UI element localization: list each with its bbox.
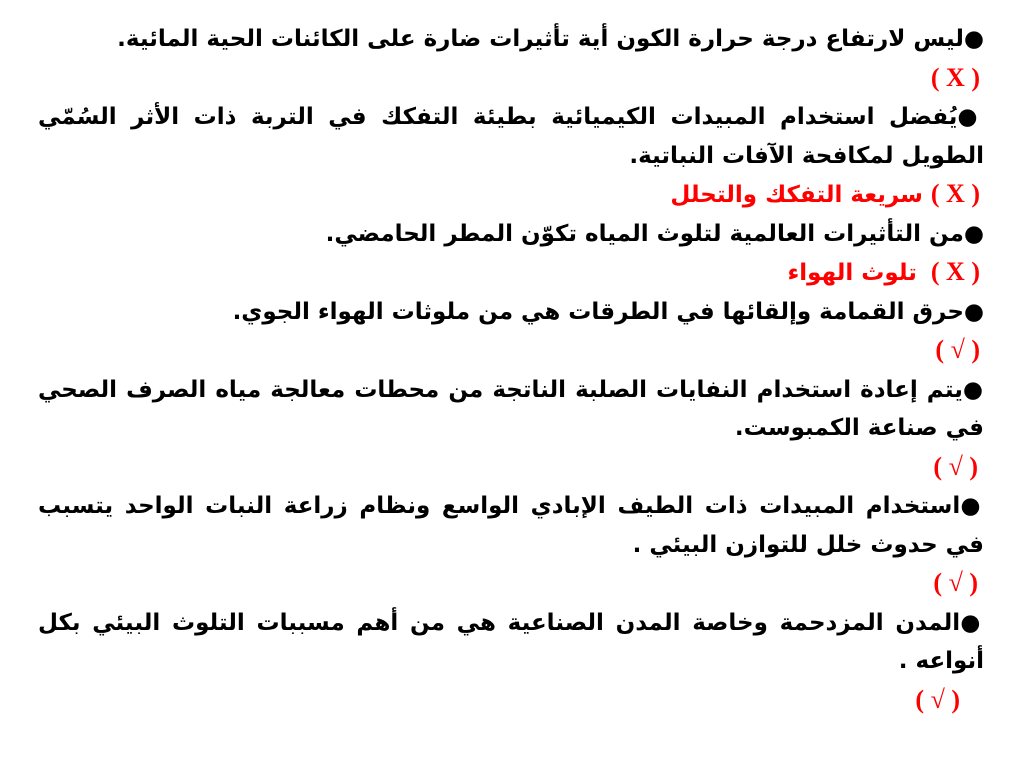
answer-mark: ( X ) (930, 179, 980, 208)
answer-mark: ( √ ) (935, 335, 980, 364)
answer-3 (38, 253, 984, 293)
answer-correction: تلوث الهواء (787, 260, 917, 286)
statement-text: المدن المزدحمة وخاصة المدن الصناعية هي من أهم مسببات التلوث البيئي بكل أنواعه . (38, 609, 984, 674)
answer-6 (38, 564, 984, 604)
statement-6 (38, 487, 984, 564)
statement-text: يُفضل استخدام المبيدات الكيميائية بطيئة التفكك في التربة ذات الأثر السُمّي الطويل لمكافحة الآفات النباتية. (38, 104, 984, 169)
answer-4 (38, 331, 984, 371)
answer-mark: ( √ ) (915, 684, 960, 714)
statement-7 (38, 604, 984, 681)
statement-text: من التأثيرات العالمية لتلوث المياه تكوّن المطر الحامضي. (325, 220, 964, 247)
statement-text: حرق القمامة وإلقائها في الطرقات هي من ملوثات الهواء الجوي. (232, 298, 964, 325)
answer-correction: سريعة التفكك والتحلل (670, 182, 923, 208)
answer-2 (38, 175, 984, 215)
answer-mark: ( √ ) (933, 568, 978, 597)
bullet: ● (963, 220, 984, 247)
bullet: ● (963, 26, 984, 52)
statement-text: ليس لارتفاع درجة حرارة الكون أية تأثيرات ضارة على الكائنات الحية المائية. (117, 26, 964, 52)
bullet: ● (960, 493, 984, 519)
answer-7 (38, 681, 984, 721)
statement-4 (38, 293, 984, 332)
statement-3 (38, 215, 984, 254)
statement-2 (38, 98, 984, 175)
answer-mark: ( √ ) (933, 451, 978, 481)
bullet: ● (963, 298, 984, 325)
answer-mark: ( X ) (930, 257, 980, 286)
statement-text: يتم إعادة استخدام النفايات الصلبة الناتجة من محطات معالجة مياه الصرف الصحي في صناعة الكمبوست. (38, 376, 984, 441)
slide-content (38, 20, 984, 760)
answer-mark: ( X ) (930, 62, 980, 92)
statement-1 (38, 20, 984, 59)
bullet: ● (960, 609, 984, 636)
answer-1 (38, 59, 984, 99)
statement-text: استخدام المبيدات ذات الطيف الإبادي الواسع ونظام زراعة النبات الواحد يتسبب في حدوث خلل للتوازن البيئي . (38, 493, 984, 558)
answer-5 (38, 448, 984, 488)
statement-5 (38, 371, 984, 448)
bullet: ● (962, 376, 984, 403)
bullet: ● (957, 104, 984, 130)
